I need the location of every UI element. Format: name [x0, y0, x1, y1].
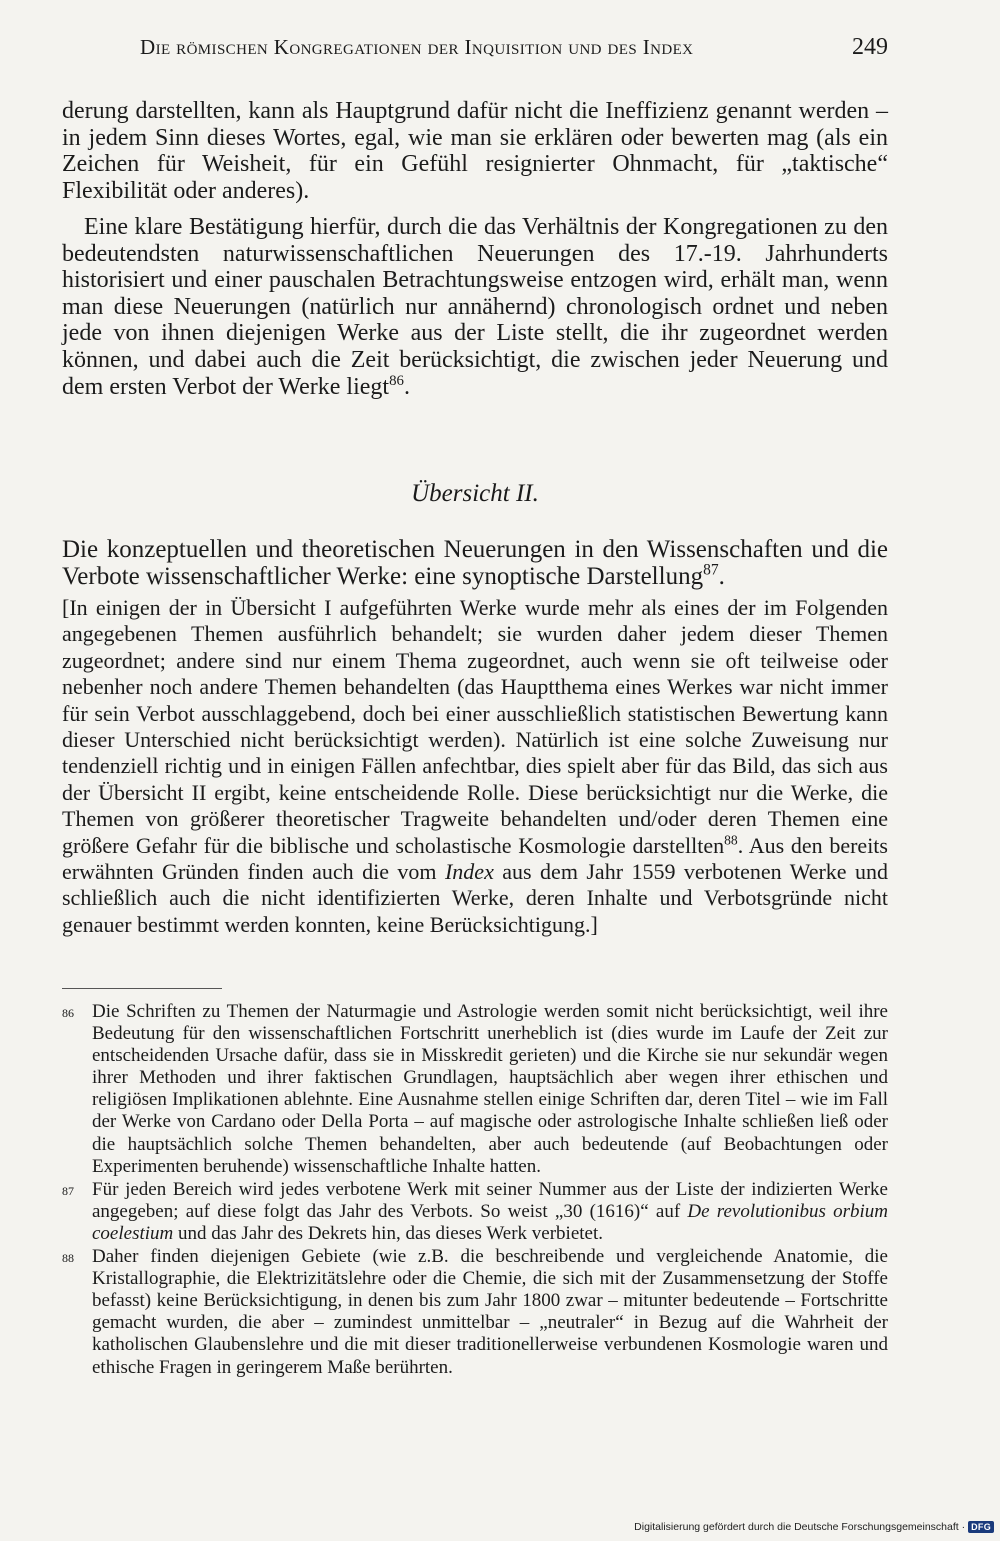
- footnote-number: 86: [62, 1006, 74, 1020]
- dfg-logo-icon: DFG: [968, 1521, 994, 1533]
- section-title: Übersicht II.: [411, 480, 539, 507]
- footnote-text: Die Schriften zu Themen der Naturmagie und Astrologie werden somit nicht berücksichtigt, weil ihre Bedeutung für den wissenschaftlichen Fortschritt unerheblich ist (dies wurde im Laufe der Zeit zur entscheidenden Ursache dafür, dass sie in Misskredit gerieten) und die Kirche sie nur sekundär wegen ihrer Methoden und ihrer faktischen Grundlagen, hauptsächlich aber wegen ihrer ethischen und religiösen Implikationen ablehnte. Eine Ausnahme stellen einige Schriften dar, deren Titel – wie im Fall der Werke von Cardano oder Della Porta – auf magische oder astrologische Inhalte schließen ließ oder die hauptsächlich solche Themen behandelten, aber auch bedeutende (auf Beobachtungen oder Experimenten beruhende) wissenschaftliche Inhalte hatten.: [92, 1001, 888, 1177]
- footnote-ref-86[interactable]: 86: [389, 372, 404, 389]
- footnote-number: 88: [62, 1251, 74, 1266]
- paragraph-main: Eine klare Bestätigung hierfür, durch die das Verhältnis der Kongregationen zu den bedeutendsten naturwissenschaftlichen Neuerungen des 17.-19. Jahrhunderts historisiert und einer pauschalen Betrachtungsweise entzogen wird, erhält man, wenn man diese Neuerungen (natürlich nur annähernd) chronologisch ordnet und neben jede von ihnen diejenigen Werke aus der Liste stellt, die ihr zugeordnet werden können, und dabei auch die Zeit berücksichtigt, die zwischen jeder Neuerung und dem ersten Verbot der Werke liegt$^{86}$.: [62, 214, 888, 400]
- index-italic: Index: [444, 859, 494, 885]
- footnote-text: Für jeden Bereich wird jedes verbotene Werk mit seiner Nummer aus der Liste der indizierten Werke angegeben; auf diese folgt das Jahr des Verbots. So weist „30 (1616)“ auf De revolutionibus orbium coelestium und das Jahr des Dekrets hin, das dieses Werk verbietet.: [92, 1178, 888, 1244]
- footnotes: [62, 1001, 888, 1380]
- paragraph-continued: [62, 98, 888, 204]
- footnote-text: Daher finden diejenigen Gebiete (wie z.B. die beschreibende und vergleichende Anatomie, die Kristallographie, die Elektrizitätslehre oder die Chemie, die sich mit der Zusammensetzung der Stoffe befasst) keine Berücksichtigung, in denen bis zum Jahr 1800 zwar – mitunter bedeutende – Fortschritte gemacht wurden, die aber – zumindest unmittelbar – „neutraler“ in Bezug auf die Wahrheit der katholischen Glaubenslehre und die mit dieser traditionellerweise verbundenen Kosmologie waren und ethische Fragen in geringerem Maße berührten.: [92, 1246, 888, 1378]
- book-title-italic: De revolutionibus orbium coelestium: [92, 1200, 888, 1244]
- credit-text: Digitalisierung gefördert durch die Deutsche Forschungsgemeinschaft ·: [634, 1521, 966, 1533]
- footnote-divider: [62, 988, 222, 989]
- running-title: Die römischen Kongregationen der Inquisition und des Index: [140, 35, 694, 59]
- section-subtitle: Die konzeptuellen und theoretischen Neuerungen in den Wissenschaften und die Verbote wissenschaftlicher Werke: eine synoptische Darstellung$^{87}$.: [62, 536, 888, 590]
- paragraph-text: derung darstellten, kann als Hauptgrund dafür nicht die Ineffizienz genannt werden – in jedem Sinn dieses Wortes, egal, wie man sie erklären oder bewerten mag (als ein Zeichen für Weisheit, für ein Gefühl resignierter Ohnmacht, für „taktische“ Flexibilität oder anderes).: [62, 98, 888, 204]
- page-number: 249: [852, 34, 888, 60]
- digitization-credit: [634, 1521, 994, 1533]
- footnote-87: [62, 1179, 888, 1245]
- footnote-88: [62, 1246, 888, 1379]
- running-head: [62, 34, 888, 61]
- footnote-ref-87[interactable]: 87: [703, 561, 719, 579]
- bracketed-note: [In einigen der in Übersicht I aufgeführten Werke wurde mehr als eines der im Folgenden angegebenen Themen ausführlich behandelt; sie wurden daher jedem dieser Themen zugeordnet; andere sind nur einem Thema zugeordnet, auch wenn sie oft teilweise oder nebenher noch andere Themen behandelten (das Hauptthema eines Werkes war nicht immer für sein Verbot ausschlaggebend, doch bei einer ausschließlich statistischen Bewertung kann dieser Unterschied nicht berücksichtigt werden). Natürlich ist eine solche Zuweisung nur tendenziell richtig und in einigen Fällen anfechtbar, dies spielt aber für das Bild, das sich aus der Übersicht II ergibt, keine entscheidende Rolle. Diese berücksichtigt nur die Werke, die Themen von größerer theoretischer Tragweite behandelten und/oder deren Themen eine größere Gefahr für die biblische und scholastische Kosmologie darstellten$^{88}$. Aus den bereits erwähnten Gründen finden auch die vom Index aus dem Jahr 1559 verbotenen Werke und schließlich auch die nicht identifizierten Werke, deren Inhalte und Verbotsgründe nicht genauer bestimmt werden konnten, keine Berücksichtigung.]: [62, 595, 888, 937]
- footnote-number: 87: [62, 1183, 74, 1198]
- footnote-ref-88[interactable]: 88: [724, 832, 738, 848]
- paragraph-text: Eine klare Bestätigung hierfür, durch die das Verhältnis der Kongregationen zu den bedeutendsten naturwissenschaftlichen Neuerungen des 17.-19. Jahrhunderts historisiert und einer pauschalen Betrachtungsweise entzogen wird, erhält man, wenn man diese Neuerungen (natürlich nur annähernd) chronologisch ordnet und neben jede von ihnen diejenigen Werke aus der Liste stellt, die ihr zugeordnet werden können, und dabei auch die Zeit berücksichtigt, die zwischen jeder Neuerung und dem ersten Verbot der Werke liegt: [62, 214, 888, 400]
- footnote-86: [62, 1001, 888, 1178]
